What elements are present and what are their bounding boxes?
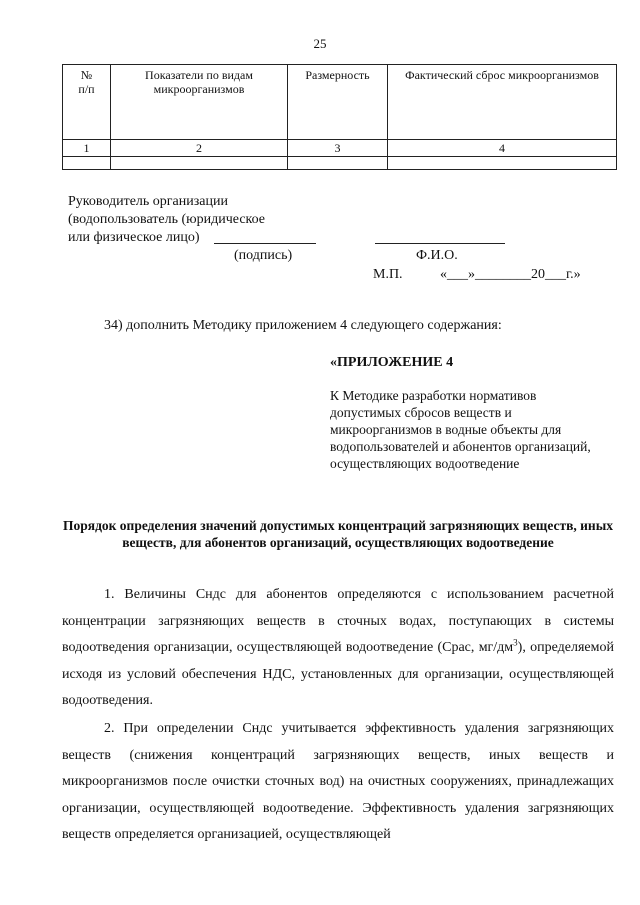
table-cell <box>288 157 388 170</box>
table-cell: 4 <box>388 140 617 157</box>
table-cell: 2 <box>111 140 288 157</box>
table-cell: 1 <box>63 140 111 157</box>
table-row <box>63 140 617 157</box>
table-cell <box>111 157 288 170</box>
fio-underline <box>375 243 505 244</box>
microorganisms-table <box>62 64 617 170</box>
appendix-subtitle: К Методике разработки нормативов допустимых сбросов веществ и микроорганизмов в водные объекты для водопользователей и абонентов организаций, осуществляющих водоотведение <box>330 388 591 471</box>
fio-label: Ф.И.О. <box>416 248 458 263</box>
header-indicators: Показатели по видам микроорганизмов <box>111 65 288 140</box>
header-actual-discharge: Фактический сброс микроорганизмов <box>388 65 617 140</box>
paragraph-1 <box>62 582 614 715</box>
table-header-row <box>63 65 617 140</box>
header-unit: Размерность <box>288 65 388 140</box>
page-number: 25 <box>313 36 327 51</box>
paragraph-2: 2. При определении Cндс учитывается эффективность удаления загрязняющих веществ (снижения концентраций загрязняющих веществ, иных веществ и микроорганизмов после очистки сточных вод) на очистных сооружениях, принадлежащих организации, осуществляющей водоотведение. Эффективность удаления загрязняющих веществ определяется организацией, осуществляющей <box>62 721 614 842</box>
stamp-label: М.П. <box>373 267 403 282</box>
section-heading: Порядок определения значений допустимых концентраций загрязняющих веществ, иных веществ, для абонентов организаций, осуществляющих водоотведение <box>63 518 613 550</box>
table-cell <box>388 157 617 170</box>
table-cell <box>63 157 111 170</box>
table-cell: 3 <box>288 140 388 157</box>
date-line: «___»________20___г.» <box>440 267 581 282</box>
paragraph-1-superscript: 3 <box>513 637 518 648</box>
signature-label: (подпись) <box>234 248 293 263</box>
signature-underline <box>214 243 316 244</box>
signature-line-2: (водопользователь (юридическое <box>68 212 266 227</box>
paragraph-1-text-end: ), определяемой исходя из условий обеспечения НДС, установленных для организации, осуществляющей водоотведения. <box>62 640 614 708</box>
appendix-title: «ПРИЛОЖЕНИЕ 4 <box>330 355 454 370</box>
signature-line-1: Руководитель организации <box>68 194 228 209</box>
paragraph-1-text: 1. Величины Cндс для абонентов определяются с использованием расчетной концентрации загрязняющих веществ в сточных водах, поступающих в системы водоотведения организации, осуществляющей водоотведение (Cрас, мг/дм <box>62 587 614 655</box>
intro-text: 34) дополнить Методику приложением 4 следующего содержания: <box>104 318 502 333</box>
signature-line-3: или физическое лицо) <box>68 230 200 245</box>
header-number: № п/п <box>63 65 111 140</box>
table-row <box>63 157 617 170</box>
